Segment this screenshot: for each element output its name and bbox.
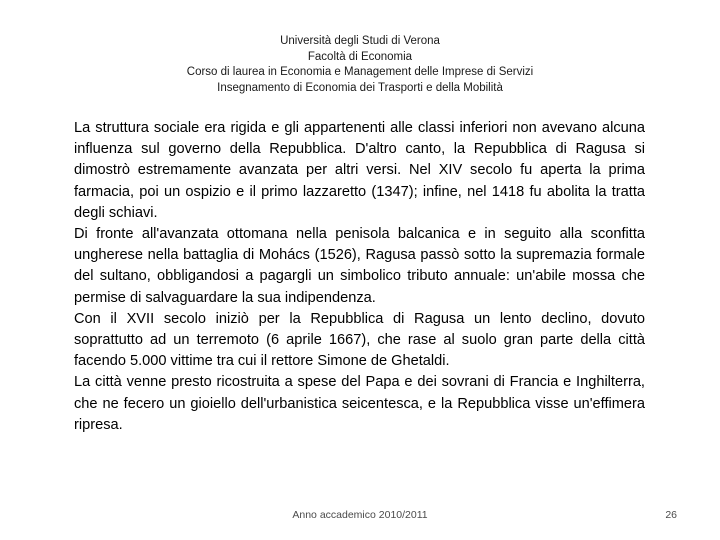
course-name: Insegnamento di Economia dei Trasporti e della Mobilità [217, 81, 503, 94]
academic-year: Anno accademico 2010/2011 [292, 509, 428, 521]
page-number: 26 [665, 509, 677, 521]
paragraph-3: Con il XVII secolo iniziò per la Repubblica di Ragusa un lento declino, dovuto soprattutto ad un terremoto (6 aprile 1667), che rase al suolo gran parte della città facendo 5.000 vittime tra cui il rettore Simone de Ghetaldi. [74, 310, 645, 370]
slide-body [74, 118, 645, 436]
paragraph-4: La città venne presto ricostruita a spese del Papa e dei sovrani di Francia e Inghilterra, che ne fecero un gioiello dell'urbanistica seicentesca, e la Repubblica visse un'effimera ripresa. [74, 374, 645, 433]
faculty-name: Facoltà di Economia [307, 50, 413, 63]
university-name: Università degli Studi di Verona [280, 35, 440, 47]
slide-header [0, 34, 720, 96]
degree-course: Corso di laurea in Economia e Management delle Imprese di Servizi [186, 66, 534, 78]
paragraph-2: Di fronte all'avanzata ottomana nella penisola balcanica e in seguito alla sconfitta ungherese nella battaglia di Mohács (1526), Ragusa passò sotto la supremazia formale del sultano, obbligandosi a pagargli un simbolico tributo annuale: un'abile mossa che permise di salvaguardare la sua indipendenza. [74, 226, 645, 306]
paragraph-1: La struttura sociale era rigida e gli appartenenti alle classi inferiori non avevano alcuna influenza sul governo della Repubblica. D'altro canto, la Repubblica di Ragusa si dimostrò estremamente avanzata per altri versi. Nel XIV secolo fu aperta la prima farmacia, poi un ospizio e il primo lazzaretto (1347); infine, nel 1418 fu abolita la tratta degli schiavi. [74, 120, 645, 221]
